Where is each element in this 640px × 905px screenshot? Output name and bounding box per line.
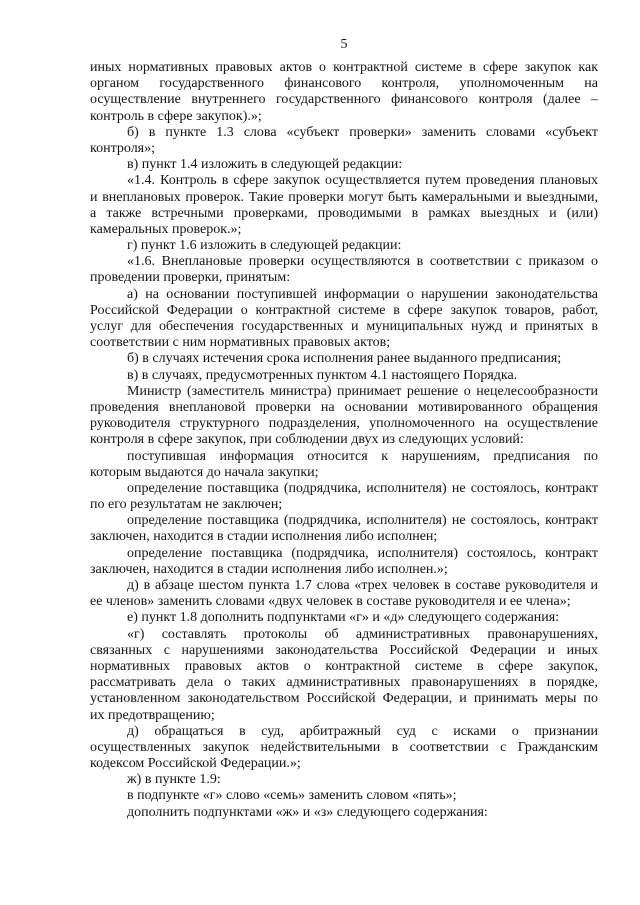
text-line: контроль в сфере закупок).»;: [90, 108, 262, 124]
paragraph: [90, 287, 598, 352]
text-line: нормативных правовых актов о контрактной системе в сфере закупок,: [90, 658, 598, 674]
paragraph: [90, 173, 598, 238]
text-line: «1.4. Контроль в сфере закупок осуществляется путем проведения плановых: [127, 173, 598, 189]
text-line: в подпункте «г» слово «семь» заменить словом «пять»;: [127, 788, 457, 804]
document-body: [90, 60, 598, 821]
page-number: 5: [340, 37, 348, 52]
paragraph: [90, 157, 598, 173]
text-line: а) на основании поступившей информации о нарушении законодательства: [127, 286, 598, 302]
text-line: поступившая информация относится к нарушениям, предписания по: [127, 448, 598, 464]
text-line: органом государственного финансового контроля, уполномоченным на: [90, 76, 598, 92]
paragraph: [90, 254, 598, 286]
text-line: соответствии с ним нормативных правовых актов;: [90, 335, 391, 351]
text-line: д) обращаться в суд, арбитражный суд с исками о признании: [127, 723, 598, 739]
text-line: по его результатам не заключен;: [90, 497, 283, 513]
text-line: осуществление внутреннего государственного финансового контроля (далее –: [90, 92, 598, 108]
text-line: которым выдаются до начала закупки;: [90, 464, 319, 480]
text-line: дополнить подпунктами «ж» и «з» следующего содержания:: [127, 804, 488, 820]
text-line: определение поставщика (подрядчика, исполнителя) не состоялось, контракт: [127, 513, 598, 529]
paragraph: [90, 578, 598, 610]
text-line: их предотвращению;: [90, 707, 215, 723]
paragraph: [90, 125, 598, 157]
text-line: и внеплановых проверок. Такие проверки могут быть камеральными и выездными,: [90, 189, 598, 205]
paragraph: [90, 724, 598, 773]
text-line: руководителя структурного подразделения, уполномоченного на осуществление: [90, 416, 598, 432]
paragraph: [90, 513, 598, 545]
text-line: осуществленных закупок недействительными в соответствии с Гражданским: [90, 739, 598, 755]
paragraph: [90, 627, 598, 724]
text-line: определение поставщика (подрядчика, исполнителя) не состоялось, контракт: [127, 480, 598, 496]
text-line: Российской Федерации о контрактной системе в сфере закупок товаров, работ,: [90, 302, 598, 318]
paragraph: [90, 368, 598, 384]
paragraph: [90, 546, 598, 578]
text-line: контроля»;: [90, 140, 156, 156]
paragraph: [90, 805, 598, 821]
text-line: б) в случаях истечения срока исполнения ранее выданного предписания;: [127, 351, 562, 367]
paragraph: [90, 610, 598, 626]
text-line: а также встречными проверками, проводимыми в рамках выездных и (или): [90, 205, 598, 221]
continued-paragraph: [90, 60, 598, 125]
text-line: связанных с нарушениями законодательства Российской Федерации и иных: [90, 642, 598, 658]
paragraph: [90, 449, 598, 481]
text-line: в) в случаях, предусмотренных пунктом 4.1 настоящего Порядка.: [127, 367, 518, 383]
text-line: проведении проверки, принятым:: [90, 270, 291, 286]
text-line: заключен, находится в стадии исполнения либо исполнен.»;: [90, 561, 448, 577]
text-line: рассматривать дела о таких административных правонарушениях в порядке,: [90, 675, 598, 691]
paragraph: [90, 238, 598, 254]
text-line: е) пункт 1.8 дополнить подпунктами «г» и «д» следующего содержания:: [127, 610, 560, 626]
text-line: услуг для обеспечения государственных и муниципальных нужд и принятых в: [90, 319, 598, 334]
text-line: «1.6. Внеплановые проверки осуществляются в соответствии с приказом о: [127, 254, 598, 270]
text-line: установленном законодательством Российской Федерации, и принимать меры по: [90, 691, 598, 707]
text-line: иных нормативных правовых актов о контрактной системе в сфере закупок как: [90, 60, 598, 75]
text-line: ж) в пункте 1.9:: [127, 772, 221, 788]
text-line: контроля в сфере закупок, при соблюдении двух из следующих условий:: [90, 432, 524, 448]
text-line: камеральных проверок.»;: [90, 221, 242, 237]
text-line: в) пункт 1.4 изложить в следующей редакции:: [127, 157, 403, 173]
paragraph: [90, 384, 598, 449]
paragraph: [90, 788, 598, 804]
text-line: Министр (заместитель министра) принимает решение о нецелесообразности: [127, 383, 598, 399]
text-line: заключен, находится в стадии исполнения либо исполнен;: [90, 529, 438, 545]
text-line: «г) составлять протоколы об административных правонарушениях,: [127, 626, 598, 642]
paragraph: [90, 481, 598, 513]
text-line: определение поставщика (подрядчика, исполнителя) состоялось, контракт: [127, 545, 598, 561]
text-line: кодексом Российской Федерации.»;: [90, 756, 301, 772]
paragraph: [90, 772, 598, 788]
paragraph: [90, 351, 598, 367]
text-line: д) в абзаце шестом пункта 1.7 слова «трех человек в составе руководителя и: [127, 578, 598, 593]
text-line: ее членов» заменить словами «двух человек в составе руководителя и ее члена»;: [90, 594, 571, 610]
text-line: б) в пункте 1.3 слова «субъект проверки» заменить словами «субъект: [127, 124, 598, 140]
text-line: проведения внеплановой проверки на основании мотивированного обращения: [90, 399, 598, 415]
text-line: г) пункт 1.6 изложить в следующей редакции:: [127, 238, 402, 254]
